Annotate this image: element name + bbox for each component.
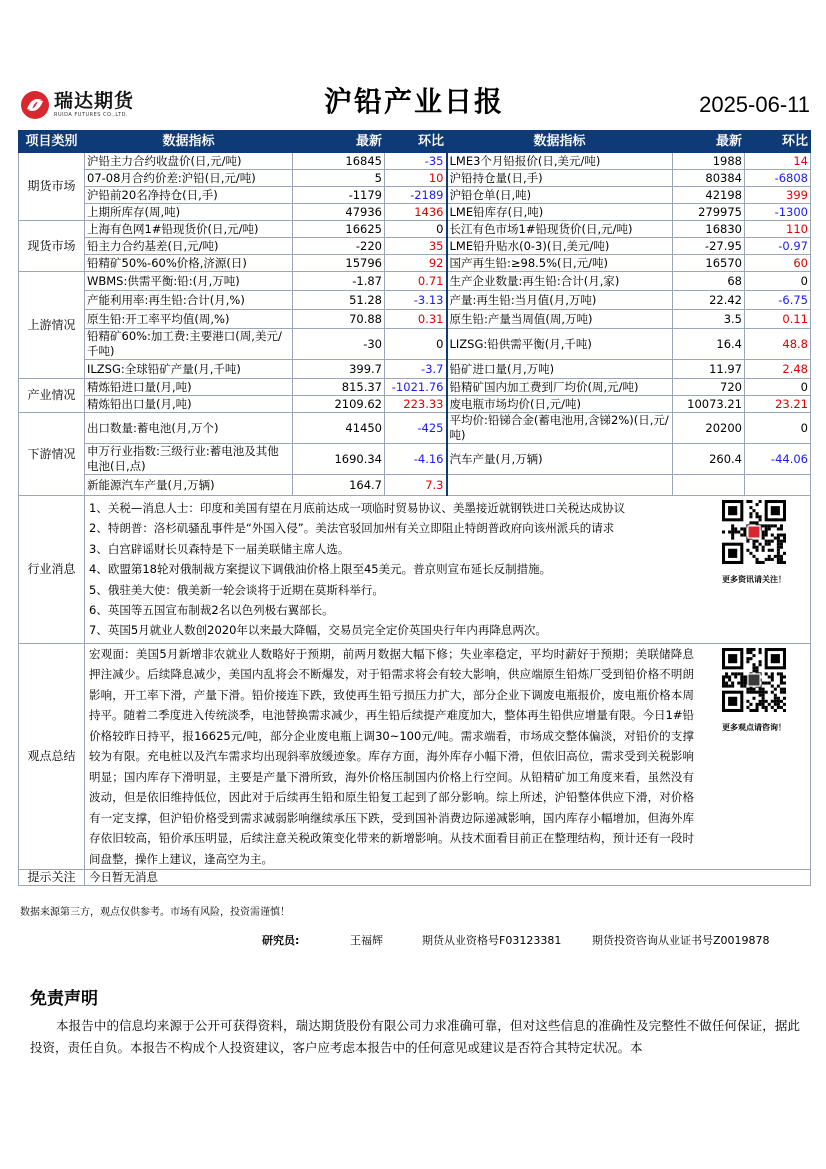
indicator-name-left: 铅主力合约基差(日,元/吨): [85, 238, 293, 255]
indicator-name-right: 铅精矿国内加工费到厂均价(周,元/吨): [447, 379, 673, 396]
tips-row: [19, 870, 811, 886]
news-item: 6、英国等五国宣布制裁2名以色列极右翼部长。: [89, 602, 334, 617]
news-item: 5、俄驻美大使：俄美新一轮会谈将于近期在莫斯科举行。: [89, 582, 384, 597]
indicator-name-left: 铅精矿50%-60%价格,济源(日): [85, 255, 293, 272]
change-value-right: 60: [745, 255, 811, 272]
change-value-right: -0.97: [745, 238, 811, 255]
logo-english-name: RUIDA FUTURES CO.,LTD.: [54, 112, 129, 118]
table-row: [19, 204, 811, 221]
view-qr-box: [698, 644, 810, 870]
change-value-left: -3.13: [385, 291, 447, 310]
latest-value-right: 10073.21: [673, 396, 745, 413]
table-row: [19, 153, 811, 170]
table-header-row: [19, 131, 811, 153]
indicator-name-right: 废电瓶市场均价(日,元/吨): [447, 396, 673, 413]
wechat-qr-code-icon: [722, 648, 786, 712]
table-row: [19, 187, 811, 204]
latest-value-right: 68: [673, 272, 745, 291]
indicator-name-left: 07-08月合约价差:沪铅(日,元/吨): [85, 170, 293, 187]
news-label: 行业消息: [19, 496, 85, 644]
category-cell: 产业情况: [19, 379, 85, 413]
change-value-right: 23.21: [745, 396, 811, 413]
indicator-name-right: 平均价:铅锑合金(蓄电池用,含锑2%)(日,元/吨): [447, 413, 673, 444]
latest-value-left: 47936: [293, 204, 385, 221]
view-row: [19, 643, 811, 870]
change-value-left: -2189: [385, 187, 447, 204]
change-value-left: 0.71: [385, 272, 447, 291]
qualification-number: 期货从业资格号F03123381: [422, 934, 562, 947]
indicator-name-right: 国产再生铅:≥98.5%(日,元/吨): [447, 255, 673, 272]
latest-value-right: 11.97: [673, 360, 745, 379]
news-qr-box: [698, 496, 810, 643]
latest-value-left: -30: [293, 329, 385, 360]
report-title: 沪铅产业日报: [323, 85, 504, 118]
latest-value-right: 279975: [673, 204, 745, 221]
latest-value-right: 720: [673, 379, 745, 396]
latest-value-left: 51.28: [293, 291, 385, 310]
tips-label: 提示关注: [19, 870, 85, 886]
table-row: [19, 329, 811, 360]
indicator-name-left: WBMS:供需平衡:铅:(月,万吨): [85, 272, 293, 291]
news-cell: [85, 496, 811, 644]
view-summary-text: 宏观面：美国5月新增非农就业人数略好于预期，前两月数据大幅下修；失业率稳定，平均时薪好于预期；美联储降息押注减少。后续降息减少，美国内乱将会不断爆发，对于铅需求将会有较大影响，供应端原生铅炼厂受到铅价格不明朗影响，开工率下滑，产量下滑。铅价接连下跌，致使再生铅亏损压力扩大，部分企业下调废电瓶报价，废电瓶价格本周持平。随着二季度进入传统淡季，电池替换需求减少，再生铅后续提产难度加大，整体再生铅供应增量有限。今日1#铅价格较昨日持平，报16625元/吨，部分企业废电瓶上调30~100元/吨。需求端看，市场成交整体偏淡，对铅价的支撑较为有限。充电桩以及汽车需求均出现斜率放缓迹象。库存方面，海外库存小幅下滑，但依旧高位，需求受到关税影响明显；国内库存下滑明显，主要是产量下滑所致，海外价格压制国内价格上行空间。从铅精矿加工角度来看，虽然没有波动，但是依旧维持低位，因此对于后续再生铅和原生铅复工起到了部分影响。综上所述，沪铅整体供应下滑，对价格有一定支撑，但沪铅价格受到需求减弱影响继续承压下跌，受到国补消费边际递减影响，国内库存小幅增加，但海外库存依旧较高，铅价承压明显，后续注意关税政策变化带来的新增影响。从技术面看目前正在整理结构，预计还有一段时间盘整，操作上建议，逢高空为主。: [89, 646, 694, 866]
news-item: 4、欧盟第18轮对俄制裁方案提议下调俄油价格上限至45美元。普京则宣布延长反制措施。: [89, 562, 552, 577]
logo-chinese-name: 瑞达期货: [54, 90, 135, 112]
indicator-name-left: 产能利用率:再生铅:合计(月,%): [85, 291, 293, 310]
change-value-left: 92: [385, 255, 447, 272]
data-table: [18, 130, 811, 886]
change-value-right: 0: [745, 413, 811, 444]
indicator-name-left: 上期所库存(周,吨): [85, 204, 293, 221]
consulting-license-number: 期货投资咨询从业证书号Z0019878: [592, 934, 770, 947]
category-cell: 期货市场: [19, 153, 85, 221]
indicator-name-right: LME铅升贴水(0-3)(日,美元/吨): [447, 238, 673, 255]
latest-value-left: -1.87: [293, 272, 385, 291]
news-item: 7、英国5月就业人数创2020年以来最大降幅，交易员完全定价英国央行年内再降息两次。: [89, 623, 547, 638]
indicator-name-left: 申万行业指数:三级行业:蓄电池及其他电池(日,点): [85, 444, 293, 475]
change-value-right: -6.75: [745, 291, 811, 310]
col-indicator-right: 数据指标: [447, 131, 673, 153]
table-row: [19, 291, 811, 310]
latest-value-right: 3.5: [673, 310, 745, 329]
latest-value-left: 15796: [293, 255, 385, 272]
table-body: [19, 153, 811, 496]
news-item: 2、特朗普：洛杉矶骚乱事件是“外国入侵”。美法官驳回加州有关立即阻止特朗普政府向该州派兵的请求: [89, 521, 615, 536]
indicator-name-right: 长江有色市场1#铅现货价(日,元/吨): [447, 221, 673, 238]
category-cell: 下游情况: [19, 413, 85, 496]
indicator-name-right: 汽车产量(月,万辆): [447, 444, 673, 475]
table-row: [19, 272, 811, 291]
col-change-right: 环比: [745, 131, 811, 153]
indicator-name-right: LME3个月铅报价(日,美元/吨): [447, 153, 673, 170]
latest-value-left: 16845: [293, 153, 385, 170]
col-latest-right: 最新: [673, 131, 745, 153]
latest-value-right: 1988: [673, 153, 745, 170]
col-change-left: 环比: [385, 131, 447, 153]
indicator-name-left: 精炼铅出口量(月,吨): [85, 396, 293, 413]
indicator-name-right: 沪铅仓单(日,吨): [447, 187, 673, 204]
col-indicator-left: 数据指标: [85, 131, 293, 153]
report-header: [18, 78, 810, 128]
latest-value-right: 16830: [673, 221, 745, 238]
table-row: [19, 170, 811, 187]
tips-text: 今日暂无消息: [85, 870, 811, 886]
latest-value-left: 2109.62: [293, 396, 385, 413]
change-value-left: -35: [385, 153, 447, 170]
view-cell: [85, 643, 811, 870]
indicator-name-right: LME铅库存(日,吨): [447, 204, 673, 221]
category-cell: 上游情况: [19, 272, 85, 379]
latest-value-right: 42198: [673, 187, 745, 204]
indicator-name-left: 原生铅:开工率平均值(周,%): [85, 310, 293, 329]
change-value-right: 399: [745, 187, 811, 204]
change-value-left: 7.3: [385, 475, 447, 496]
change-value-right: -44.06: [745, 444, 811, 475]
indicator-name-right: 沪铅持仓量(日,手): [447, 170, 673, 187]
change-value-right: 14: [745, 153, 811, 170]
indicator-name-left: 精炼铅进口量(月,吨): [85, 379, 293, 396]
change-value-right: 0: [745, 379, 811, 396]
news-qr-caption: 更多资讯请关注！: [722, 575, 786, 584]
indicator-name-right: 产量:再生铅:当月值(月,万吨): [447, 291, 673, 310]
table-row: [19, 310, 811, 329]
latest-value-right: 260.4: [673, 444, 745, 475]
table-row: [19, 221, 811, 238]
indicator-name-left: 铅精矿60%:加工费:主要港口(周,美元/千吨): [85, 329, 293, 360]
indicator-name-left: 出口数量:蓄电池(月,万个): [85, 413, 293, 444]
col-category: 项目类别: [19, 131, 85, 153]
table-row: [19, 413, 811, 444]
change-value-left: 0: [385, 329, 447, 360]
latest-value-right: 22.42: [673, 291, 745, 310]
indicator-name-right: 铅矿进口量(月,万吨): [447, 360, 673, 379]
indicator-name-left: 新能源汽车产量(月,万辆): [85, 475, 293, 496]
news-row: [19, 496, 811, 644]
report-date: 2025-06-11: [699, 92, 810, 117]
latest-value-left: 815.37: [293, 379, 385, 396]
table-row: [19, 379, 811, 396]
latest-value-right: 16570: [673, 255, 745, 272]
risk-note: 数据来源第三方，观点仅供参考。市场有风险，投资需谨慎！: [20, 907, 290, 918]
change-value-left: -3.7: [385, 360, 447, 379]
disclaimer-body: 本报告中的信息均来源于公开可获得资料，瑞达期货股份有限公司力求准确可靠，但对这些信息的准确性及完整性不做任何保证，据此投资，责任自负。本报告不构成个人投资建议，客户应考虑本报告中的任何意见或建议是否符合其特定状况。本: [30, 1018, 800, 1055]
news-item: 1、关税—消息人士：印度和美国有望在月底前达成一项临时贸易协议、美墨接近就钢铁进口关税达成协议: [89, 501, 626, 515]
indicator-name-right: LIZSG:铅供需平衡(月,千吨): [447, 329, 673, 360]
latest-value-left: 41450: [293, 413, 385, 444]
change-value-right: [745, 475, 811, 496]
news-list: [85, 496, 698, 643]
change-value-left: 223.33: [385, 396, 447, 413]
researcher-info: [262, 932, 770, 948]
latest-value-left: -1179: [293, 187, 385, 204]
change-value-left: 0.31: [385, 310, 447, 329]
latest-value-right: 20200: [673, 413, 745, 444]
change-value-right: 0: [745, 272, 811, 291]
latest-value-left: 399.7: [293, 360, 385, 379]
latest-value-left: 1690.34: [293, 444, 385, 475]
indicator-name-left: 沪铅前20名净持仓(日,手): [85, 187, 293, 204]
latest-value-left: 164.7: [293, 475, 385, 496]
view-label: 观点总结: [19, 643, 85, 870]
indicator-name-right: [447, 475, 673, 496]
table-row: [19, 238, 811, 255]
change-value-right: 2.48: [745, 360, 811, 379]
change-value-right: -1300: [745, 204, 811, 221]
latest-value-left: 70.88: [293, 310, 385, 329]
table-row: [19, 475, 811, 496]
change-value-right: 0.11: [745, 310, 811, 329]
latest-value-right: -27.95: [673, 238, 745, 255]
col-latest-left: 最新: [293, 131, 385, 153]
news-item: 3、白宫辟谣财长贝森特是下一届美联储主席人选。: [89, 541, 350, 556]
change-value-right: 48.8: [745, 329, 811, 360]
wechat-qr-code-icon: [722, 500, 786, 564]
indicator-name-left: 上海有色网1#铅现货价(日,元/吨): [85, 221, 293, 238]
indicator-name-left: 沪铅主力合约收盘价(日,元/吨): [85, 153, 293, 170]
change-value-left: -4.16: [385, 444, 447, 475]
latest-value-right: [673, 475, 745, 496]
latest-value-left: 16625: [293, 221, 385, 238]
table-row: [19, 396, 811, 413]
latest-value-right: 80384: [673, 170, 745, 187]
indicator-name-right: 生产企业数量:再生铅:合计(月,家): [447, 272, 673, 291]
category-cell: 现货市场: [19, 221, 85, 272]
latest-value-left: 5: [293, 170, 385, 187]
indicator-name-right: 原生铅:产量当周值(周,万吨): [447, 310, 673, 329]
researcher-name: 王福辉: [350, 934, 383, 947]
table-row: [19, 444, 811, 475]
table-row: [19, 360, 811, 379]
table-row: [19, 255, 811, 272]
latest-value-right: 16.4: [673, 329, 745, 360]
latest-value-left: -220: [293, 238, 385, 255]
indicator-name-left: ILZSG:全球铅矿产量(月,千吨): [85, 360, 293, 379]
change-value-left: -425: [385, 413, 447, 444]
change-value-right: 110: [745, 221, 811, 238]
change-value-left: 0: [385, 221, 447, 238]
researcher-label: 研究员:: [262, 934, 300, 947]
change-value-right: -6808: [745, 170, 811, 187]
view-qr-caption: 更多观点请咨询！: [722, 722, 786, 732]
change-value-left: 10: [385, 170, 447, 187]
change-value-left: 1436: [385, 204, 447, 221]
change-value-left: -1021.76: [385, 379, 447, 396]
disclaimer-title: 免责声明: [30, 989, 98, 1009]
change-value-left: 35: [385, 238, 447, 255]
